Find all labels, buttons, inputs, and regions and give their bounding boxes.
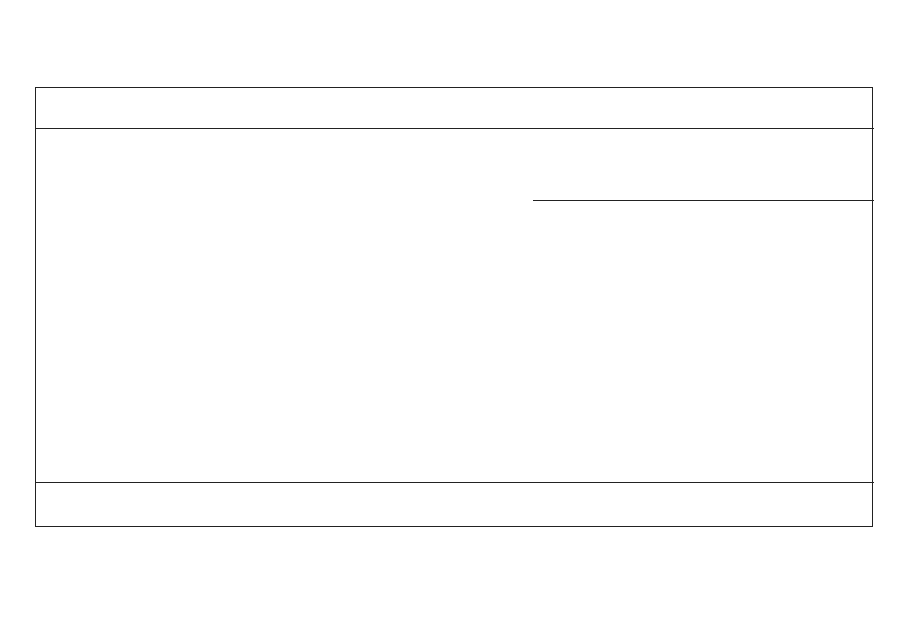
table-rule-bottom <box>36 482 874 483</box>
measures-table <box>35 87 873 527</box>
indicator-divider <box>533 200 874 201</box>
table-rule-top <box>36 128 874 129</box>
